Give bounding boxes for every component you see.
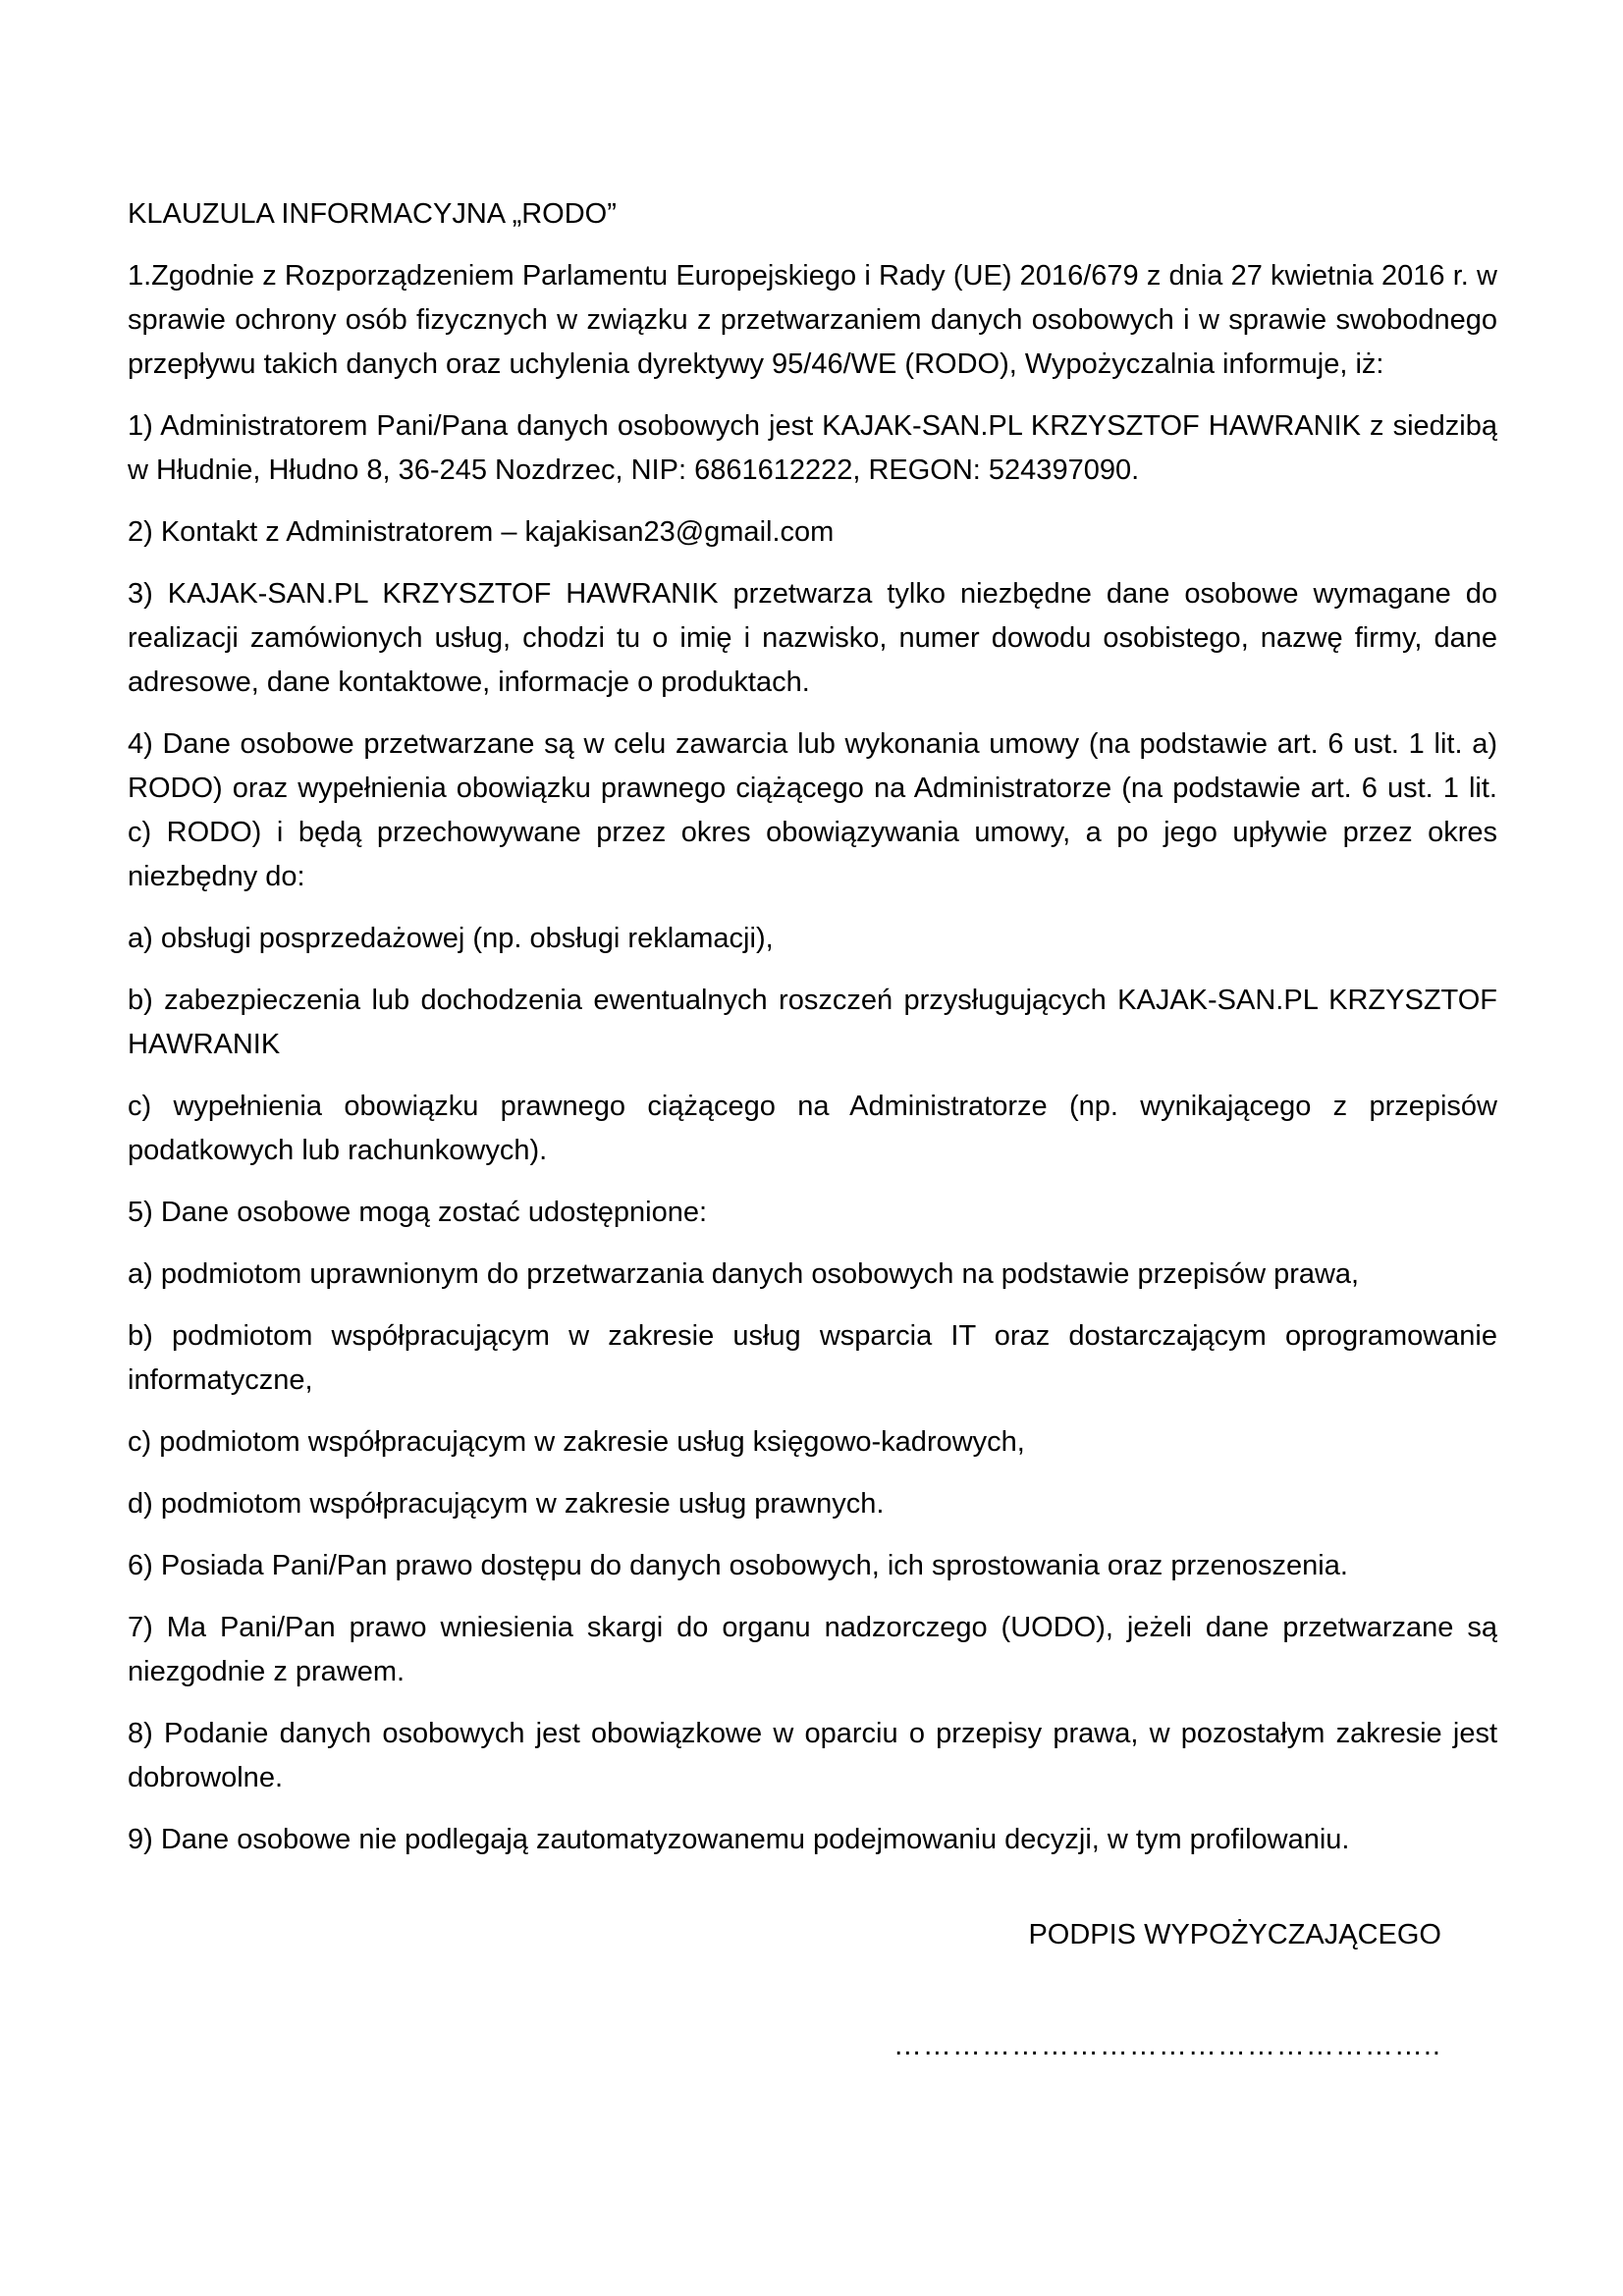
- paragraph-4c: c) wypełnienia obowiązku prawnego ciążącego na Administratorze (np. wynikającego z przepisów podatkowych lub rachunkowych).: [128, 1091, 1497, 1166]
- signature-dotted-line: ………………………………………………..: [893, 2030, 1441, 2061]
- paragraph-2-contact: 2) Kontakt z Administratorem – kajakisan23@gmail.com: [128, 516, 835, 548]
- paragraph-7-complaint: 7) Ma Pani/Pan prawo wniesienia skargi do organu nadzorczego (UODO), jeżeli dane przetwarzane są niezgodnie z prawem.: [128, 1612, 1497, 1687]
- document-title: KLAUZULA INFORMACYJNA „RODO”: [128, 198, 617, 230]
- paragraph-6-rights: 6) Posiada Pani/Pan prawo dostępu do danych osobowych, ich sprostowania oraz przenoszenia.: [128, 1550, 1348, 1581]
- paragraph-4b: b) zabezpieczenia lub dochodzenia ewentualnych roszczeń przysługujących KAJAK-SAN.PL KRZYSZTOF HAWRANIK: [128, 985, 1497, 1060]
- paragraph-4-purpose: 4) Dane osobowe przetwarzane są w celu zawarcia lub wykonania umowy (na podstawie art. 6 ust. 1 lit. a) RODO) oraz wypełnienia obowiązku prawnego ciążącego na Administratorze (na podstawie art. 6 ust. 1 lit. c) RODO) i będą przechowywane przez okres obowiązywania umowy, a po jego upływie przez okres niezbędny do:: [128, 728, 1497, 892]
- paragraph-9-profiling: 9) Dane osobowe nie podlegają zautomatyzowanemu podejmowaniu decyzji, w tym profilowaniu.: [128, 1824, 1350, 1855]
- paragraph-3-data-scope: 3) KAJAK-SAN.PL KRZYSZTOF HAWRANIK przetwarza tylko niezbędne dane osobowe wymagane do realizacji zamówionych usług, chodzi tu o imię i nazwisko, numer dowodu osobistego, nazwę firmy, dane adresowe, dane kontaktowe, informacje o produktach.: [128, 578, 1497, 698]
- paragraph-4a: a) obsługi posprzedażowej (np. obsługi reklamacji),: [128, 923, 774, 954]
- signature-block: [128, 1913, 1497, 2068]
- paragraph-5d: d) podmiotom współpracującym w zakresie usług prawnych.: [128, 1488, 885, 1520]
- intro-paragraph: 1.Zgodnie z Rozporządzeniem Parlamentu Europejskiego i Rady (UE) 2016/679 z dnia 27 kwietnia 2016 r. w sprawie ochrony osób fizycznych w związku z przetwarzaniem danych osobowych i w sprawie swobodnego przepływu takich danych oraz uchylenia dyrektywy 95/46/WE (RODO), Wypożyczalnia informuje, iż:: [128, 260, 1497, 380]
- paragraph-5a: a) podmiotom uprawnionym do przetwarzania danych osobowych na podstawie przepisów prawa,: [128, 1258, 1360, 1290]
- paragraph-8-obligation: 8) Podanie danych osobowych jest obowiązkowe w oparciu o przepisy prawa, w pozostałym zakresie jest dobrowolne.: [128, 1718, 1497, 1793]
- paragraph-5c: c) podmiotom współpracującym w zakresie usług księgowo-kadrowych,: [128, 1426, 1025, 1458]
- paragraph-1-administrator: 1) Administratorem Pani/Pana danych osobowych jest KAJAK-SAN.PL KRZYSZTOF HAWRANIK z siedzibą w Hłudnie, Hłudno 8, 36-245 Nozdrzec, NIP: 6861612222, REGON: 524397090.: [128, 410, 1497, 486]
- paragraph-5-sharing: 5) Dane osobowe mogą zostać udostępnione:: [128, 1197, 708, 1228]
- paragraph-5b: b) podmiotom współpracującym w zakresie usług wsparcia IT oraz dostarczającym oprogramowanie informatyczne,: [128, 1320, 1497, 1396]
- signature-label: PODPIS WYPOŻYCZAJĄCEGO: [1028, 1919, 1441, 1950]
